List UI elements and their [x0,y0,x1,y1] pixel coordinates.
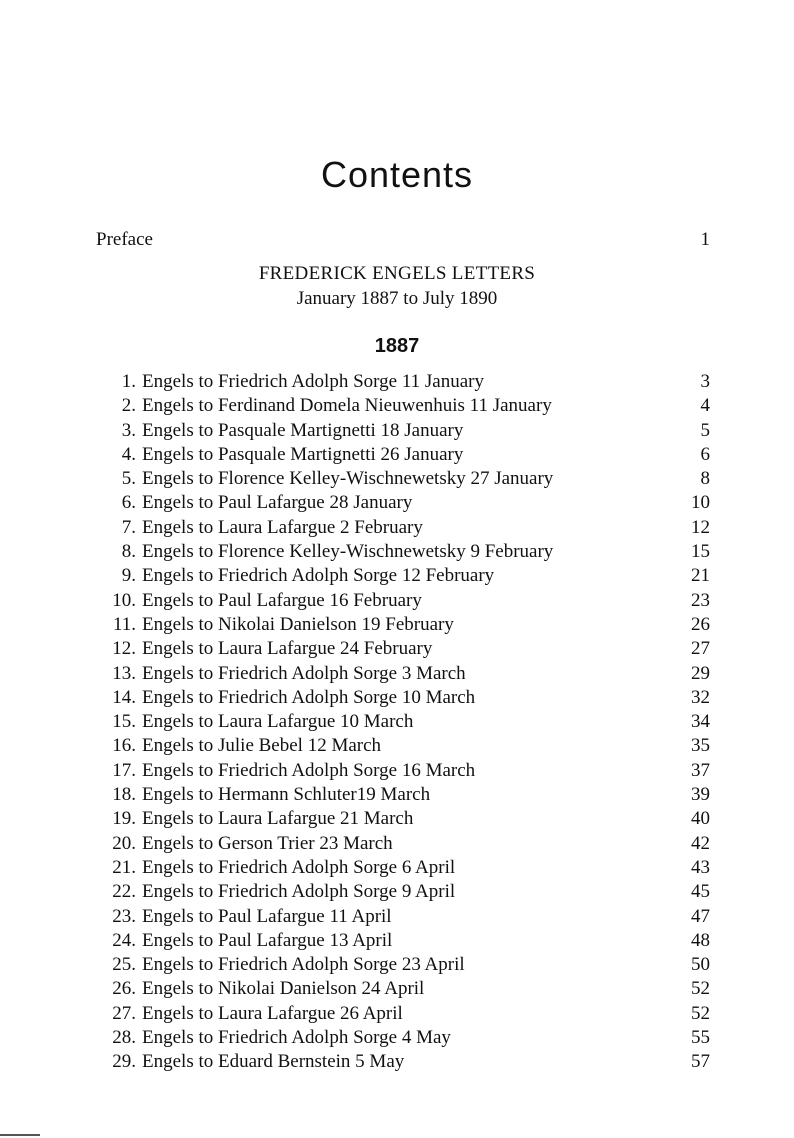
entry-page-number: 12 [691,516,710,538]
contents-entry [0,540,794,564]
contents-entry [0,856,794,880]
entry-title: Engels to Laura Lafargue 10 March [142,711,414,733]
entry-page-number: 57 [691,1051,710,1073]
entry-title: Engels to Florence Kelley-Wischnewetsky 9 February [142,541,554,563]
entry-title: Engels to Friedrich Adolph Sorge 9 April [142,881,456,903]
entry-page-number: 47 [691,905,710,927]
entry-number: 8. [121,541,136,563]
entry-title: Engels to Gerson Trier 23 March [142,832,393,854]
entry-title: Engels to Friedrich Adolph Sorge 3 March [142,662,466,684]
contents-entry [0,832,794,856]
entry-number: 4. [121,443,136,465]
entry-number: 28. [112,1027,136,1049]
entry-title: Engels to Nikolai Danielson 24 April [142,978,425,1000]
contents-entry [0,1026,794,1050]
entry-number: 3. [121,419,136,441]
contents-list [0,370,794,1075]
contents-entry [0,759,794,783]
entry-page-number: 43 [691,856,710,878]
entry-number: 5. [121,468,136,490]
entry-number: 6. [121,492,136,514]
entry-number: 17. [112,759,136,781]
entry-number: 19. [112,808,136,830]
entry-number: 10. [112,589,136,611]
contents-entry [0,491,794,515]
contents-entry [0,662,794,686]
contents-entry [0,686,794,710]
entry-title: Engels to Pasquale Martignetti 26 January [142,443,464,465]
entry-title: Engels to Friedrich Adolph Sorge 11 January [142,371,484,392]
entry-page-number: 45 [691,881,710,903]
entry-title: Engels to Friedrich Adolph Sorge 23 April [142,954,465,976]
entry-title: Engels to Paul Lafargue 11 April [142,905,392,927]
entry-title: Engels to Friedrich Adolph Sorge 4 May [142,1027,451,1049]
section-subtitle: January 1887 to July 1890 [296,288,498,309]
entry-title: Engels to Friedrich Adolph Sorge 6 April [142,856,456,878]
entry-title: Engels to Laura Lafargue 26 April [142,1002,403,1024]
entry-title: Engels to Hermann Schluter19 March [142,784,431,806]
entry-page-number: 29 [691,662,710,684]
entry-page-number: 15 [691,541,710,563]
entry-number: 26. [112,978,136,1000]
contents-entry [0,516,794,540]
contents-entry [0,710,794,734]
preface-label: Preface [96,229,153,250]
entry-page-number: 39 [691,784,710,806]
entry-title: Engels to Laura Lafargue 21 March [142,808,414,830]
corner-mark [0,1134,40,1136]
entry-number: 13. [112,662,136,684]
entry-page-number: 3 [700,371,710,392]
entry-number: 22. [112,881,136,903]
contents-entry [0,734,794,758]
entry-number: 18. [112,784,136,806]
entry-page-number: 5 [700,419,710,441]
entry-page-number: 40 [691,808,710,830]
entry-number: 21. [112,856,136,878]
year-heading: 1887 [374,335,420,357]
entry-number: 9. [121,565,136,587]
entry-title: Engels to Paul Lafargue 28 January [142,492,413,514]
entry-title: Engels to Paul Lafargue 13 April [142,929,393,951]
page-title: Contents [320,154,474,195]
contents-entry [0,443,794,467]
entry-title: Engels to Eduard Bernstein 5 May [142,1051,405,1073]
contents-entry [0,589,794,613]
entry-page-number: 52 [691,978,710,1000]
entry-title: Engels to Ferdinand Domela Nieuwenhuis 11 January [142,395,552,417]
entry-number: 20. [112,832,136,854]
contents-entry [0,370,794,394]
contents-entry [0,977,794,1001]
entry-number: 1. [121,371,136,392]
entry-title: Engels to Laura Lafargue 2 February [142,516,423,538]
entry-page-number: 50 [691,954,710,976]
contents-entry [0,953,794,977]
preface-page-number: 1 [700,229,710,250]
entry-number: 25. [112,954,136,976]
entry-page-number: 23 [691,589,710,611]
entry-title: Engels to Julie Bebel 12 March [142,735,382,757]
entry-title: Engels to Friedrich Adolph Sorge 16 March [142,759,476,781]
entry-page-number: 8 [700,468,710,490]
entry-number: 15. [112,711,136,733]
contents-entry [0,637,794,661]
entry-title: Engels to Pasquale Martignetti 18 January [142,419,464,441]
entry-page-number: 55 [691,1027,710,1049]
entry-number: 11. [112,613,136,635]
entry-page-number: 21 [691,565,710,587]
entry-page-number: 32 [691,686,710,708]
entry-title: Engels to Nikolai Danielson 19 February [142,613,454,635]
contents-entry [0,1050,794,1074]
entry-title: Engels to Friedrich Adolph Sorge 12 February [142,565,495,587]
entry-number: 27. [112,1002,136,1024]
entry-number: 7. [121,516,136,538]
contents-entry [0,905,794,929]
contents-entry [0,929,794,953]
entry-title: Engels to Laura Lafargue 24 February [142,638,433,660]
contents-entry [0,807,794,831]
entry-page-number: 37 [691,759,710,781]
entry-page-number: 35 [691,735,710,757]
contents-entry [0,467,794,491]
entry-number: 24. [112,929,136,951]
contents-entry [0,1002,794,1026]
entry-page-number: 34 [691,711,710,733]
entry-title: Engels to Paul Lafargue 16 February [142,589,422,611]
entry-title: Engels to Florence Kelley-Wischnewetsky 27 January [142,468,554,490]
entry-number: 14. [112,686,136,708]
contents-entry [0,394,794,418]
entry-page-number: 52 [691,1002,710,1024]
entry-page-number: 27 [691,638,710,660]
entry-number: 12. [112,638,136,660]
entry-page-number: 6 [700,443,710,465]
contents-entry [0,880,794,904]
entry-page-number: 4 [700,395,710,417]
entry-page-number: 48 [691,929,710,951]
contents-entry [0,613,794,637]
entry-number: 16. [112,735,136,757]
entry-number: 2. [121,395,136,417]
contents-entry [0,419,794,443]
contents-entry [0,564,794,588]
entry-page-number: 10 [691,492,710,514]
contents-entry [0,783,794,807]
section-title: FREDERICK ENGELS LETTERS [258,263,536,284]
entry-page-number: 26 [691,613,710,635]
entry-title: Engels to Friedrich Adolph Sorge 10 March [142,686,476,708]
preface-entry [96,228,710,252]
entry-number: 29. [112,1051,136,1073]
entry-page-number: 42 [691,832,710,854]
entry-number: 23. [112,905,136,927]
